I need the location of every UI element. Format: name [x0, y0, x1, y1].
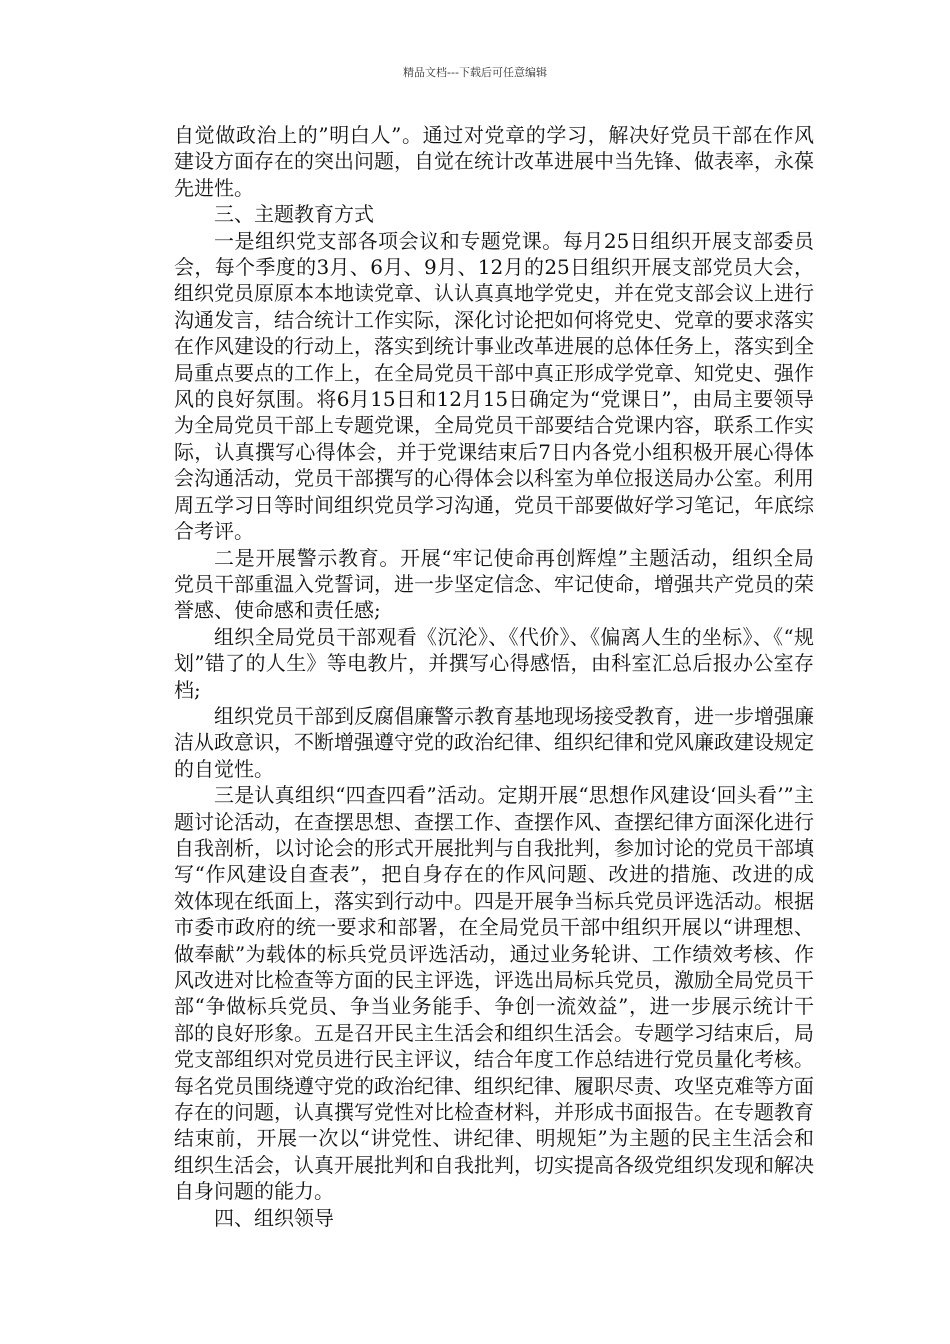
paragraph-continuation: 自觉做政治上的”明白人”。通过对党章的学习，解决好党员干部在作风建设方面存在的突出问题，自觉在统计改革进展中当先锋、做表率，永葆先进性。	[174, 123, 814, 200]
paragraph-films: 组织全局党员干部观看《沉沦》、《代价》、《偏离人生的坐标》、《“规划”错了的人生》等电教片，并撰写心得感悟，由科室汇总后报办公室存档;	[174, 624, 814, 702]
document-body	[174, 122, 814, 1231]
section-heading-3: 三、主题教育方式	[214, 202, 374, 227]
paragraph-party-meetings: 一是组织党支部各项会议和专题党课。每月25日组织开展支部委员会，每个季度的3月、6月、9月、12月的25日组织开展支部党员大会，组织党员原原本本地读党章、认认真真地学党史，并在党支部会议上进行沟通发言，结合统计工作实际，深化讨论把如何将党史、党章的要求落实在作风建设的行动上，落实到统计事业改革进展的总体任务上，落实到全局重点要点的工作上，在全局党员干部中真正形成学党章、知党史、强作风的良好氛围。将6月15日和12月15日确定为“党课日”，由局主要领导为全局党员干部上专题党课，全局党员干部要结合党课内容，联系工作实际，认真撰写心得体会，并于党课结束后7日内各党小组积极开展心得体会沟通活动，党员干部撰写的心得体会以科室为单位报送局办公室。利用周五学习日等时间组织党员学习沟通，党员干部要做好学习笔记，年底综合考评。	[174, 228, 814, 544]
paragraph-onsite-education: 组织党员干部到反腐倡廉警示教育基地现场接受教育，进一步增强廉洁从政意识，不断增强遵守党的政治纪律、组织纪律和党风廉政建设规定的自觉性。	[174, 703, 814, 781]
paragraph-four-checks: 三是认真组织“四查四看”活动。定期开展“思想作风建设‘回头看’”主题讨论活动，在查摆思想、查摆工作、查摆作风、查摆纪律方面深化进行自我剖析，以讨论会的形式开展批判与自我批判，参加讨论的党员干部填写“作风建设自查表”，把自身存在的作风问题、改进的措施、改进的成效体现在纸面上，落实到行动中。四是开展争当标兵党员评选活动。根据市委市政府的统一要求和部署，在全局党员干部中组织开展以“讲理想、做奉献”为载体的标兵党员评选活动，通过业务轮讲、工作绩效考核、作风改进对比检查等方面的民主评选，评选出局标兵党员，激励全局党员干部“争做标兵党员、争当业务能手、争创一流效益”，进一步展示统计干部的良好形象。五是召开民主生活会和组织生活会。专题学习结束后，局党支部组织对党员进行民主评议，结合年度工作总结进行党员量化考核。每名党员围绕遵守党的政治纪律、组织纪律、履职尽责、攻坚克难等方面存在的问题，认真撰写党性对比检查材料，并形成书面报告。在专题教育结束前，开展一次以“讲党性、讲纪律、明规矩”为主题的民主生活会和组织生活会，认真开展批判和自我批判，切实提高各级党组织发现和解决自身问题的能力。	[174, 783, 814, 1204]
page-header: 精品文档---下载后可任意编辑	[403, 66, 547, 79]
section-heading-4: 四、组织领导	[214, 1205, 334, 1230]
paragraph-warning-education: 二是开展警示教育。开展“牢记使命再创辉煌”主题活动，组织全局党员干部重温入党誓词，进一步坚定信念、牢记使命，增强共产党员的荣誉感、使命感和责任感;	[174, 545, 814, 623]
